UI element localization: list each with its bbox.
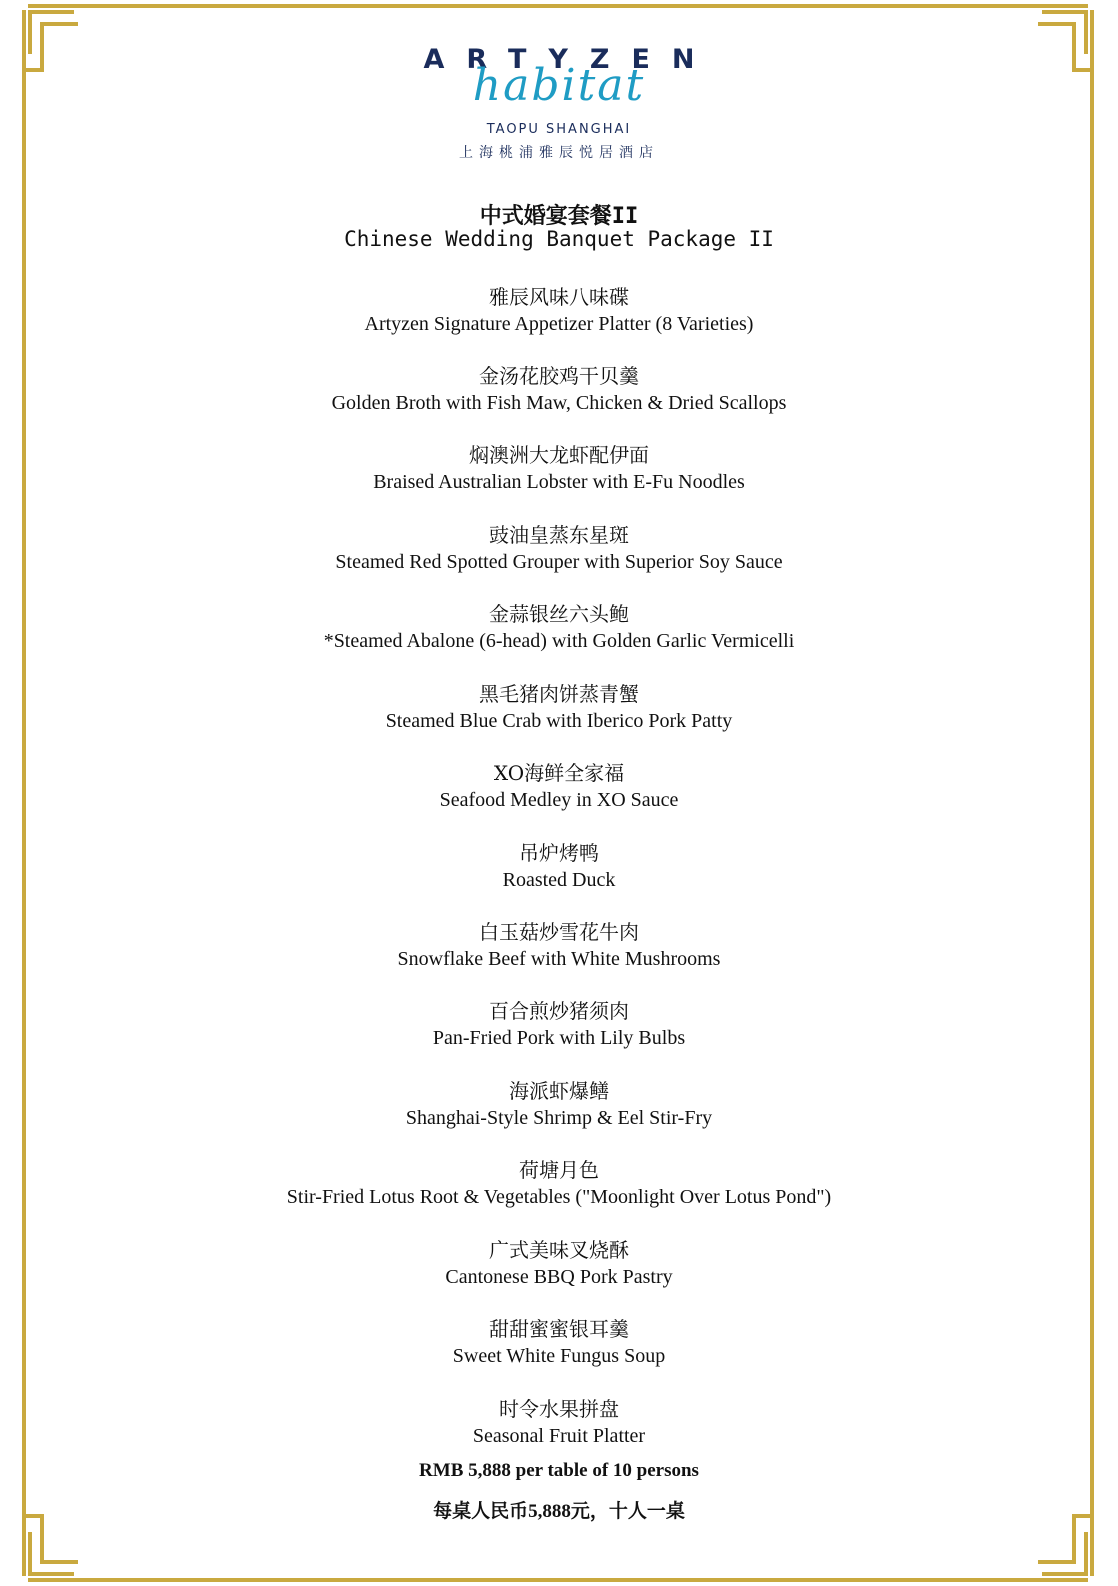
dish-item [0,601,1118,655]
dish-name-en: *Steamed Abalone (6-head) with Golden Garlic Vermicelli [323,630,795,652]
brand-logo-wordmark: ARTYZEN [423,44,717,75]
dish-item [0,681,1118,735]
price-en: RMB 5,888 per table of 10 persons [419,1460,699,1481]
dish-item [0,1157,1118,1211]
dish-name-en: Seafood Medley in XO Sauce [439,789,679,811]
dish-name-cn: 百合煎炒猪须肉 [489,999,629,1023]
dish-item [0,1316,1118,1370]
menu-title-en: Chinese Wedding Banquet Package II [344,227,774,251]
dish-name-en: Golden Broth with Fish Maw, Chicken & Dried Scallops [331,392,787,414]
hotel-name-cn: 上海桃浦雅辰悦居酒店 [459,145,659,161]
dish-name-en: Cantonese BBQ Pork Pastry [445,1266,673,1288]
dish-name-en: Pan-Fried Pork with Lily Bulbs [432,1027,686,1049]
dish-name-cn: 白玉菇炒雪花牛肉 [479,920,639,944]
dish-name-en: Braised Australian Lobster with E-Fu Noodles [373,471,745,493]
dish-name-en: Seasonal Fruit Platter [472,1425,646,1447]
dish-name-en: Sweet White Fungus Soup [452,1345,666,1367]
dish-item [0,1396,1118,1450]
price-cn: 每桌人民币5,888元，十人一桌 [433,1501,685,1522]
dish-name-cn: XO海鲜全家福 [493,761,625,785]
dish-name-en: Steamed Red Spotted Grouper with Superior Soy Sauce [335,551,783,573]
dish-name-en: Roasted Duck [502,869,616,891]
dish-name-cn: 吊炉烤鸭 [519,841,599,865]
dish-name-cn: 金蒜银丝六头鲍 [489,602,629,626]
dish-name-cn: 荷塘月色 [519,1158,599,1182]
dish-name-en: Artyzen Signature Appetizer Platter (8 Varieties) [364,313,754,335]
dish-name-en: Snowflake Beef with White Mushrooms [397,948,721,970]
dish-item [0,1237,1118,1291]
dish-name-en: Shanghai-Style Shrimp & Eel Stir-Fry [405,1107,713,1129]
dish-name-cn: 豉油皇蒸东星斑 [489,523,629,547]
dish-item [0,284,1118,338]
hotel-location: TAOPU SHANGHAI [486,122,632,137]
dish-name-cn: 黑毛猪肉饼蒸青蟹 [479,682,639,706]
dish-name-cn: 甜甜蜜蜜银耳羹 [489,1317,629,1341]
dish-item [0,840,1118,894]
dish-name-cn: 海派虾爆鳝 [509,1079,609,1103]
dish-item [0,363,1118,417]
dish-name-cn: 雅辰风味八味碟 [489,285,629,309]
dish-name-cn: 金汤花胶鸡干贝羹 [479,364,639,388]
dish-item [0,442,1118,496]
brand-logo-script: habitat [472,60,646,111]
menu-title-cn: 中式婚宴套餐II [479,204,639,229]
dish-name-en: Stir-Fried Lotus Root & Vegetables ("Moonlight Over Lotus Pond") [286,1186,832,1208]
dish-item [0,760,1118,814]
dish-name-cn: 焖澳洲大龙虾配伊面 [469,443,649,467]
dish-item [0,998,1118,1052]
dish-item [0,522,1118,576]
dish-name-en: Steamed Blue Crab with Iberico Pork Patty [385,710,733,732]
dish-name-cn: 时令水果拼盘 [499,1397,619,1421]
dish-name-cn: 广式美味叉烧酥 [489,1238,629,1262]
dish-item [0,1078,1118,1132]
dish-item [0,919,1118,973]
